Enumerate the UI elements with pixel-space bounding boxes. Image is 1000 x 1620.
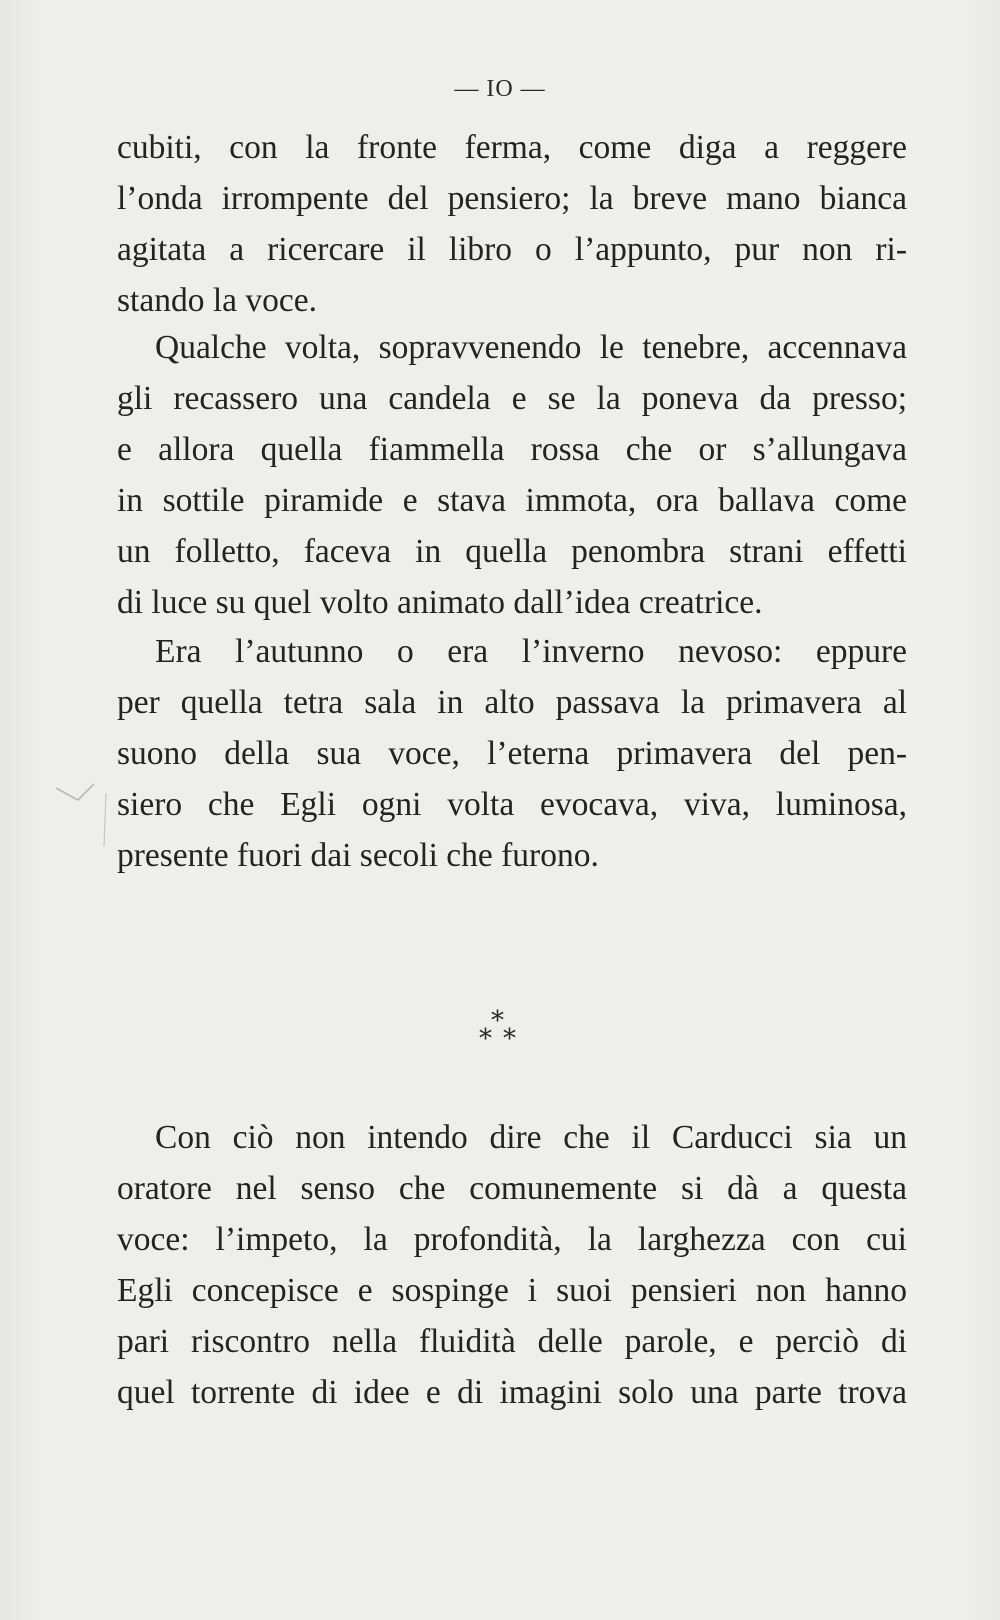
- text-line: un folletto, faceva in quella penombra strani effetti: [117, 533, 907, 570]
- paragraph-3: [117, 626, 907, 881]
- text-line: Qualche volta, sopravvenendo le tenebre, accennava: [155, 329, 907, 366]
- text-line: Con ciò non intendo dire che il Carducci sia un: [155, 1119, 907, 1156]
- asterisk-glyph: *: [503, 1024, 516, 1054]
- text-line: cubiti, con la fronte ferma, come diga a reggere: [117, 129, 907, 166]
- page-number: — IO —: [454, 76, 546, 102]
- text-line: voce: l’impeto, la profondità, la larghezza con cui: [117, 1221, 907, 1258]
- text-line: e allora quella fiammella rossa che or s’allungava: [117, 431, 907, 468]
- asterism-separator: [0, 1008, 1000, 1054]
- text-line: di luce su quel volto animato dall’idea creatrice.: [117, 584, 763, 621]
- text-line: Egli concepisce e sospinge i suoi pensieri non hanno: [117, 1272, 907, 1309]
- text-line: suono della sua voce, l’eterna primavera del pen-: [117, 735, 907, 772]
- pencil-mark-icon: [48, 782, 118, 862]
- paragraph-2: [117, 322, 907, 628]
- asterisk-glyph: *: [479, 1024, 492, 1054]
- asterisk-glyph: *: [491, 1006, 504, 1036]
- text-line: l’onda irrompente del pensiero; la breve mano bianca: [117, 180, 907, 217]
- text-line: presente fuori dai secoli che furono.: [117, 837, 599, 874]
- text-line: Era l’autunno o era l’inverno nevoso: eppure: [155, 633, 907, 670]
- text-line: quel torrente di idee e di imagini solo una parte trova: [117, 1374, 907, 1411]
- text-line: stando la voce.: [117, 282, 318, 319]
- text-line: per quella tetra sala in alto passava la primavera al: [117, 684, 907, 721]
- text-line: agitata a ricercare il libro o l’appunto, pur non ri-: [117, 231, 907, 268]
- text-line: oratore nel senso che comunemente si dà a questa: [117, 1170, 907, 1207]
- text-line: gli recassero una candela e se la poneva da presso;: [117, 380, 907, 417]
- paragraph-1: [117, 122, 907, 326]
- text-line: siero che Egli ogni volta evocava, viva, luminosa,: [117, 786, 907, 823]
- text-line: pari riscontro nella fluidità delle parole, e perciò di: [117, 1323, 907, 1360]
- text-line: in sottile piramide e stava immota, ora ballava come: [117, 482, 907, 519]
- paragraph-4: [117, 1112, 907, 1418]
